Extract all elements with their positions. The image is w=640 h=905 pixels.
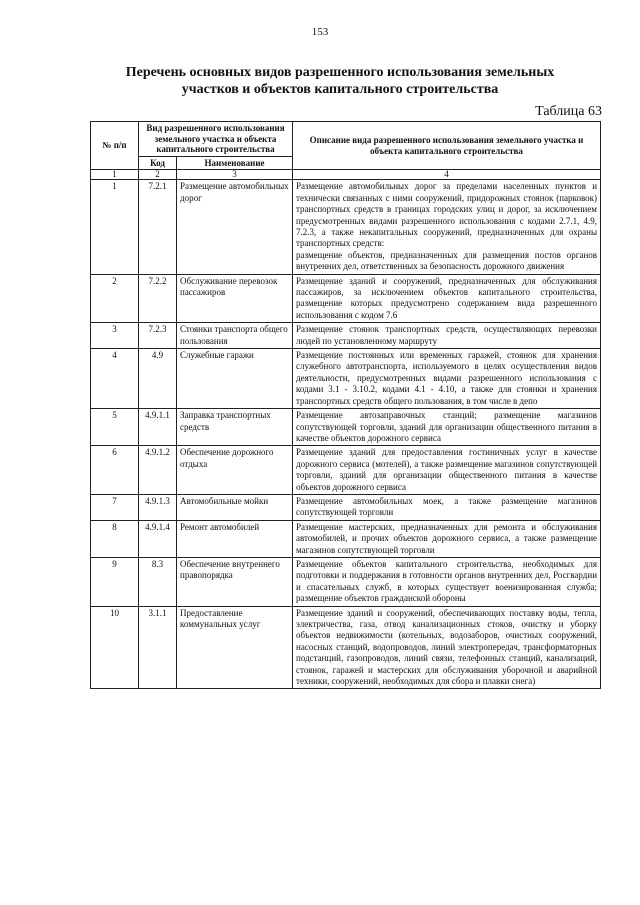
row-code: 7.2.3	[139, 323, 177, 349]
row-number: 6	[91, 446, 139, 495]
row-description-text: Размещение мастерских, предназначенных для ремонта и обслуживания автомобилей, и прочих объектов дорожного сервиса, а также размещение магазинов сопутствующей торговли	[296, 521, 598, 555]
table-row	[91, 494, 601, 520]
row-name: Предоставление коммунальных услуг	[177, 606, 293, 689]
table-row	[91, 274, 601, 323]
document-title	[60, 64, 620, 98]
row-name: Заправка транспортных средств	[177, 409, 293, 446]
header-description: Описание вида разрешенного использования земельного участка и объекта капитального строительства	[293, 122, 601, 170]
header-num: № п/п	[91, 122, 139, 170]
header-row	[91, 122, 601, 157]
land-use-table	[90, 121, 601, 689]
row-number: 7	[91, 494, 139, 520]
table-row	[91, 606, 601, 689]
row-name: Размещение автомобильных дорог	[177, 180, 293, 274]
row-name: Обеспечение дорожного отдыха	[177, 446, 293, 495]
row-number: 1	[91, 180, 139, 274]
table-row	[91, 349, 601, 409]
table-row	[91, 409, 601, 446]
column-number: 3	[177, 170, 293, 180]
row-description	[293, 349, 601, 409]
row-number: 5	[91, 409, 139, 446]
row-description-text: Размещение стоянок транспортных средств, осуществляющих перевозки людей по установленному маршруту	[296, 324, 598, 346]
row-description-text: Размещение зданий и сооружений, предназначенных для обслуживания пассажиров, за исключением объектов капитального строительства, размещение которых предусмотрено содержанием вида разрешенного использования с кодом 7.6	[296, 275, 598, 320]
row-code: 4.9.1.3	[139, 494, 177, 520]
row-number: 8	[91, 520, 139, 557]
row-description	[293, 494, 601, 520]
row-code: 3.1.1	[139, 606, 177, 689]
table-row	[91, 323, 601, 349]
row-name: Служебные гаражи	[177, 349, 293, 409]
row-number: 2	[91, 274, 139, 323]
row-description	[293, 557, 601, 606]
row-description-text: Размещение объектов капитального строительства, необходимых для подготовки и поддержания в готовности органов внутренних дел, Росгвардии и спасательных служб, в которых существует военизированная служба; размещение объектов гражданской обороны	[296, 558, 598, 604]
column-number: 4	[293, 170, 601, 180]
table-label: Таблица 63	[535, 104, 602, 119]
row-code: 7.2.1	[139, 180, 177, 274]
row-name: Ремонт автомобилей	[177, 520, 293, 557]
row-name: Обеспечение внутреннего правопорядка	[177, 557, 293, 606]
row-number: 3	[91, 323, 139, 349]
row-code: 8.3	[139, 557, 177, 606]
title-line-1: Перечень основных видов разрешенного использования земельных	[125, 65, 555, 80]
row-description	[293, 446, 601, 495]
row-code: 4.9.1.4	[139, 520, 177, 557]
row-number: 10	[91, 606, 139, 689]
row-description	[293, 274, 601, 323]
table-row	[91, 180, 601, 274]
row-code: 4.9.1.1	[139, 409, 177, 446]
row-code: 4.9	[139, 349, 177, 409]
row-description-text-2: размещение объектов, предназначенных для размещения постов органов внутренних дел, ответственных за безопасность дорожного движения	[296, 249, 598, 272]
row-description-text: Размещение автомобильных моек, а также размещение магазинов сопутствующей торговли	[296, 495, 598, 518]
row-number: 4	[91, 349, 139, 409]
table-row	[91, 557, 601, 606]
row-description-text: Размещение зданий для предоставления гостиничных услуг в качестве дорожного сервиса (мотелей), а также размещение магазинов сопутствующей торговли, зданий для организации общественного питания в качестве объектов дорожного сервиса	[296, 447, 598, 492]
row-description	[293, 409, 601, 446]
row-description-text: Размещение зданий и сооружений, обеспечивающих поставку воды, тепла, электричества, газа, отвод канализационных стоков, очистку и уборку объектов недвижимости (котельных, водозаборов, очистных сооружений, насосных станций, водопроводов, линий электропередач, трансформаторных подстанций, газопроводов, линий связи, телефонных станций, канализаций, стоянок, гаражей и мастерских для обслуживания уборочной и аварийной техники, сооружений, необходимых для сбора и плавки снега)	[296, 607, 598, 687]
row-description	[293, 606, 601, 689]
column-number: 1	[91, 170, 139, 180]
row-name: Обслуживание перевозок пассажиров	[177, 274, 293, 323]
row-description	[293, 520, 601, 557]
column-number-row	[91, 170, 601, 180]
header-name: Наименование	[177, 156, 293, 170]
row-code: 4.9.1.2	[139, 446, 177, 495]
header-code: Код	[139, 156, 177, 170]
row-code: 7.2.2	[139, 274, 177, 323]
row-name: Стоянки транспорта общего пользования	[177, 323, 293, 349]
row-description	[293, 323, 601, 349]
table-row	[91, 446, 601, 495]
column-number: 2	[139, 170, 177, 180]
page-number: 153	[311, 26, 329, 38]
row-description-text: Размещение постоянных или временных гаражей, стоянок для хранения служебного автотранспорта, используемого в целях осуществления видов деятельности, предусмотренных видами разрешенного использования с кодами 3.1 - 3.10.2, кодами 4.1 - 4.10, а также для стоянки и хранения транспортных средств общего пользования, в том числе в депо	[296, 350, 598, 406]
row-number: 9	[91, 557, 139, 606]
header-kind-group: Вид разрешенного использования земельного участка и объекта капитального строительства	[139, 122, 293, 157]
row-description-text: Размещение автозаправочных станций; размещение магазинов сопутствующей торговли, зданий для организации общественного питания в качестве объектов дорожного сервиса	[296, 410, 598, 443]
row-description	[293, 180, 601, 274]
title-line-2: участков и объектов капитального строительства	[181, 82, 499, 97]
row-name: Автомобильные мойки	[177, 494, 293, 520]
table-row	[91, 520, 601, 557]
row-description-text: Размещение автомобильных дорог за пределами населенных пунктов и технически связанных с ними сооружений, придорожных стоянок (парковок) транспортных средств в границах городских улиц и дорог, за исключением предусмотренных видами разрешенного использования с кодами 2.7.1, 4.9, 7.2.3, а также некапитальных сооружений, предназначенных для охраны транспортных средств:	[296, 181, 598, 249]
